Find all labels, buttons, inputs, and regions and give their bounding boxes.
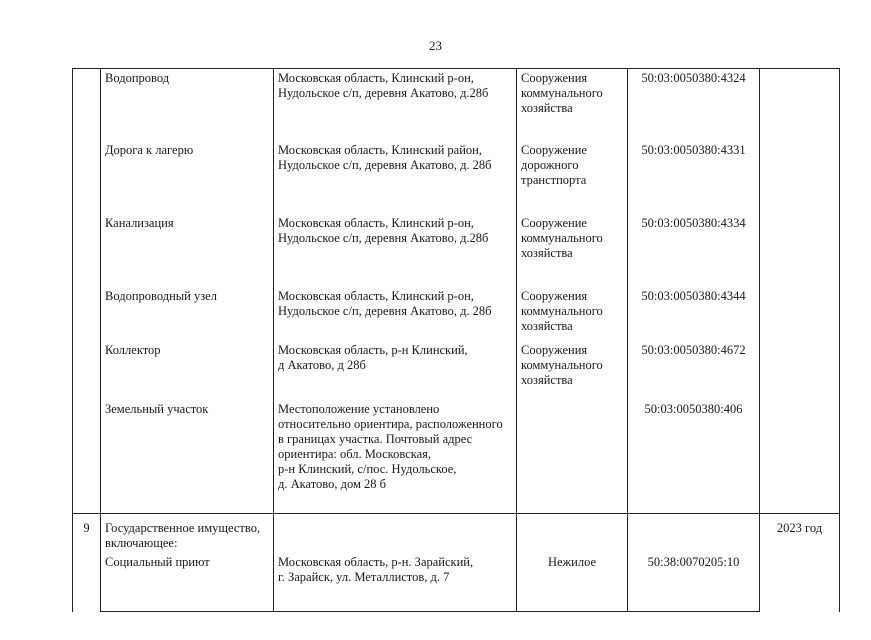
privatization-year (760, 289, 840, 343)
cadastral-number: 50:38:0070205:10 (628, 551, 760, 612)
cadastral-number: 50:03:0050380:4334 (628, 216, 760, 289)
object-address: Московская область, Клинский р-он, Нудольское с/п, деревня Акатово, д.28б (274, 216, 517, 289)
object-type: Сооружение коммунального хозяйства (517, 216, 628, 289)
object-type (517, 402, 628, 514)
cadastral-number: 50:03:0050380:4324 (628, 69, 760, 144)
table-row (73, 402, 840, 514)
object-type: Нежилое (517, 551, 628, 612)
object-name: Водопроводный узел (101, 289, 274, 343)
object-address: Московская область, Клинский р-он, Нудольское с/п, деревня Акатово, д.28б (274, 69, 517, 144)
row-number (73, 402, 101, 514)
cadastral-number: 50:03:0050380:4344 (628, 289, 760, 343)
object-address: Московская область, р-н. Зарайский, г. Зарайск, ул. Металлистов, д. 7 (274, 551, 517, 612)
object-name: Водопровод (101, 69, 274, 144)
privatization-year (760, 343, 840, 402)
cadastral-number: 50:03:0050380:4331 (628, 143, 760, 216)
cadastral-number: 50:03:0050380:406 (628, 402, 760, 514)
privatization-year (760, 69, 840, 144)
row-number: 9 (73, 514, 101, 612)
object-name: Социальный приют (101, 551, 274, 612)
object-name: Дорога к лагерю (101, 143, 274, 216)
row-number (73, 69, 101, 144)
table-row (73, 551, 840, 612)
section-title: Государственное имущество, включающее: (101, 514, 274, 552)
object-address: Местоположение установлено относительно ориентира, расположенного в границах участка. Почтовый адрес ориентира: обл. Московская, р-н Клинский, с/пос. Нудольское, д. Акатово, дом 28 б (274, 402, 517, 514)
cadastral-number: 50:03:0050380:4672 (628, 343, 760, 402)
object-type: Сооружения коммунального хозяйства (517, 343, 628, 402)
row-number (73, 343, 101, 402)
page-number: 23 (429, 38, 442, 53)
object-address: Московская область, р-н Клинский, д Акатово, д 28б (274, 343, 517, 402)
object-name: Земельный участок (101, 402, 274, 514)
object-address: Московская область, Клинский район, Нудольское с/п, деревня Акатово, д. 28б (274, 143, 517, 216)
table-row (73, 216, 840, 289)
privatization-year (760, 143, 840, 216)
object-address: Московская область, Клинский р-он, Нудольское с/п, деревня Акатово, д. 28б (274, 289, 517, 343)
object-name: Коллектор (101, 343, 274, 402)
object-name: Канализация (101, 216, 274, 289)
section-header-row (73, 514, 840, 552)
privatization-year (760, 402, 840, 514)
privatization-year (760, 216, 840, 289)
privatization-year: 2023 год (760, 514, 840, 612)
object-type: Сооружения коммунального хозяйства (517, 69, 628, 144)
row-number (73, 289, 101, 343)
object-type: Сооружения коммунального хозяйства (517, 289, 628, 343)
row-number (73, 143, 101, 216)
row-number (73, 216, 101, 289)
object-type: Сооружение дорожного транстпорта (517, 143, 628, 216)
table-row (73, 143, 840, 216)
table-row (73, 343, 840, 402)
table-row (73, 69, 840, 144)
property-registry-table (72, 68, 840, 612)
table-row (73, 289, 840, 343)
